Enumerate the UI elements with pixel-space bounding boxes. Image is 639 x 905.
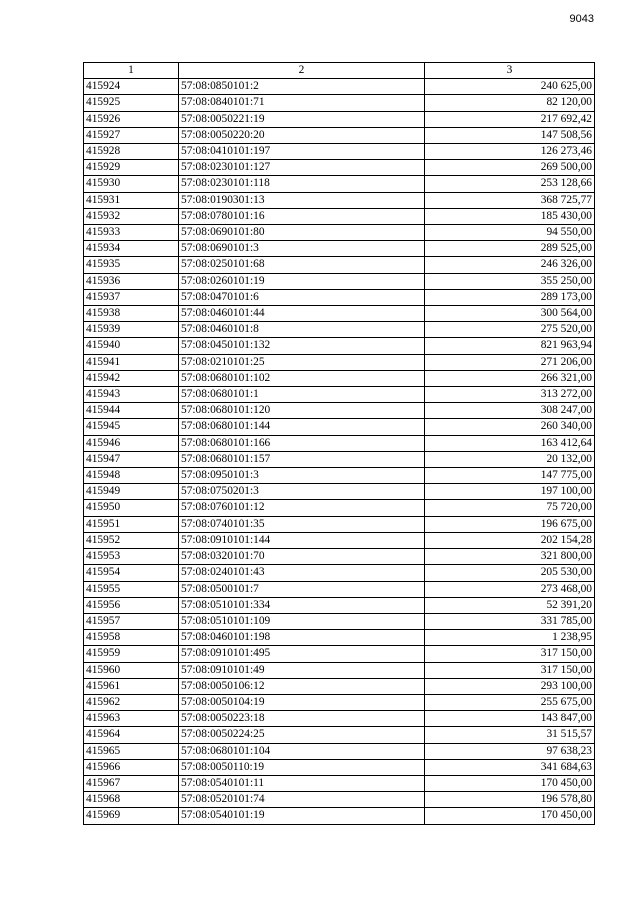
record-number-cell: 415927	[84, 127, 179, 143]
value-cell: 269 500,00	[425, 160, 595, 176]
cadastral-number-cell: 57:08:0320101:70	[179, 549, 425, 565]
cadastral-number-cell: 57:08:0050110:19	[179, 759, 425, 775]
cadastral-number-cell: 57:08:0850101:2	[179, 79, 425, 95]
column-header-1: 1	[84, 63, 179, 79]
record-number-cell: 415939	[84, 322, 179, 338]
record-number-cell: 415946	[84, 435, 179, 451]
value-cell: 289 173,00	[425, 289, 595, 305]
value-cell: 185 430,00	[425, 208, 595, 224]
table-row	[84, 808, 595, 824]
record-number-cell: 415947	[84, 451, 179, 467]
table-row	[84, 289, 595, 305]
table-row	[84, 338, 595, 354]
table-row	[84, 678, 595, 694]
table-row	[84, 792, 595, 808]
table-row	[84, 581, 595, 597]
record-number-cell: 415942	[84, 370, 179, 386]
table-row	[84, 565, 595, 581]
cadastral-number-cell: 57:08:0050223:18	[179, 711, 425, 727]
cadastral-number-cell: 57:08:0760101:12	[179, 500, 425, 516]
record-number-cell: 415968	[84, 792, 179, 808]
value-cell: 240 625,00	[425, 79, 595, 95]
cadastral-number-cell: 57:08:0680101:166	[179, 435, 425, 451]
record-number-cell: 415932	[84, 208, 179, 224]
cadastral-number-cell: 57:08:0510101:334	[179, 597, 425, 613]
value-cell: 170 450,00	[425, 808, 595, 824]
table-row	[84, 646, 595, 662]
cadastral-number-cell: 57:08:0910101:144	[179, 532, 425, 548]
value-cell: 163 412,64	[425, 435, 595, 451]
cadastral-number-cell: 57:08:0210101:25	[179, 354, 425, 370]
record-number-cell: 415938	[84, 306, 179, 322]
table-row	[84, 468, 595, 484]
value-cell: 321 800,00	[425, 549, 595, 565]
record-number-cell: 415954	[84, 565, 179, 581]
record-number-cell: 415943	[84, 387, 179, 403]
cadastral-number-cell: 57:08:0680101:102	[179, 370, 425, 386]
value-cell: 289 525,00	[425, 241, 595, 257]
record-number-cell: 415937	[84, 289, 179, 305]
cadastral-number-cell: 57:08:0680101:104	[179, 743, 425, 759]
cadastral-number-cell: 57:08:0500101:7	[179, 581, 425, 597]
cadastral-number-cell: 57:08:0680101:144	[179, 419, 425, 435]
value-cell: 20 132,00	[425, 451, 595, 467]
cadastral-number-cell: 57:08:0410101:197	[179, 144, 425, 160]
cadastral-number-cell: 57:08:0840101:71	[179, 95, 425, 111]
cadastral-number-cell: 57:08:0250101:68	[179, 257, 425, 273]
record-number-cell: 415967	[84, 775, 179, 791]
cadastral-number-cell: 57:08:0460101:198	[179, 630, 425, 646]
table-row	[84, 403, 595, 419]
table-row	[84, 484, 595, 500]
cadastral-number-cell: 57:08:0680101:120	[179, 403, 425, 419]
record-number-cell: 415944	[84, 403, 179, 419]
cadastral-number-cell: 57:08:0540101:19	[179, 808, 425, 824]
cadastral-number-cell: 57:08:0050106:12	[179, 678, 425, 694]
table-row	[84, 694, 595, 710]
table-row	[84, 775, 595, 791]
cadastral-number-cell: 57:08:0950101:3	[179, 468, 425, 484]
record-number-cell: 415957	[84, 613, 179, 629]
value-cell: 266 321,00	[425, 370, 595, 386]
cadastral-number-cell: 57:08:0050220:20	[179, 127, 425, 143]
record-number-cell: 415965	[84, 743, 179, 759]
value-cell: 308 247,00	[425, 403, 595, 419]
table-row	[84, 127, 595, 143]
value-cell: 197 100,00	[425, 484, 595, 500]
cadastral-number-cell: 57:08:0910101:495	[179, 646, 425, 662]
cadastral-number-cell: 57:08:0690101:80	[179, 225, 425, 241]
record-number-cell: 415963	[84, 711, 179, 727]
record-number-cell: 415925	[84, 95, 179, 111]
record-number-cell: 415929	[84, 160, 179, 176]
value-cell: 271 206,00	[425, 354, 595, 370]
value-cell: 196 675,00	[425, 516, 595, 532]
cadastral-number-cell: 57:08:0470101:6	[179, 289, 425, 305]
table-row	[84, 306, 595, 322]
cadastral-number-cell: 57:08:0750201:3	[179, 484, 425, 500]
record-number-cell: 415951	[84, 516, 179, 532]
value-cell: 253 128,66	[425, 176, 595, 192]
table-row	[84, 516, 595, 532]
value-cell: 300 564,00	[425, 306, 595, 322]
record-number-cell: 415960	[84, 662, 179, 678]
table-row	[84, 500, 595, 516]
record-number-cell: 415945	[84, 419, 179, 435]
table-row	[84, 435, 595, 451]
table-row	[84, 241, 595, 257]
value-cell: 202 154,28	[425, 532, 595, 548]
record-number-cell: 415941	[84, 354, 179, 370]
cadastral-number-cell: 57:08:0260101:19	[179, 273, 425, 289]
record-number-cell: 415935	[84, 257, 179, 273]
record-number-cell: 415953	[84, 549, 179, 565]
cadastral-number-cell: 57:08:0450101:132	[179, 338, 425, 354]
cadastral-number-cell: 57:08:0230101:127	[179, 160, 425, 176]
value-cell: 217 692,42	[425, 111, 595, 127]
table-row	[84, 711, 595, 727]
cadastral-number-cell: 57:08:0460101:8	[179, 322, 425, 338]
table-row	[84, 160, 595, 176]
value-cell: 1 238,95	[425, 630, 595, 646]
cadastral-number-cell: 57:08:0240101:43	[179, 565, 425, 581]
header-row	[84, 63, 595, 79]
table-row	[84, 759, 595, 775]
value-cell: 273 468,00	[425, 581, 595, 597]
cadastral-number-cell: 57:08:0510101:109	[179, 613, 425, 629]
value-cell: 82 120,00	[425, 95, 595, 111]
value-cell: 126 273,46	[425, 144, 595, 160]
value-cell: 331 785,00	[425, 613, 595, 629]
table-row	[84, 225, 595, 241]
column-header-2: 2	[179, 63, 425, 79]
record-number-cell: 415949	[84, 484, 179, 500]
value-cell: 821 963,94	[425, 338, 595, 354]
cadastral-number-cell: 57:08:0680101:1	[179, 387, 425, 403]
table-row	[84, 419, 595, 435]
value-cell: 293 100,00	[425, 678, 595, 694]
cadastral-number-cell: 57:08:0520101:74	[179, 792, 425, 808]
record-number-cell: 415956	[84, 597, 179, 613]
cadastral-number-cell: 57:08:0690101:3	[179, 241, 425, 257]
record-number-cell: 415928	[84, 144, 179, 160]
value-cell: 205 530,00	[425, 565, 595, 581]
record-number-cell: 415959	[84, 646, 179, 662]
record-number-cell: 415955	[84, 581, 179, 597]
cadastral-number-cell: 57:08:0680101:157	[179, 451, 425, 467]
cadastral-number-cell: 57:08:0460101:44	[179, 306, 425, 322]
table-row	[84, 451, 595, 467]
cadastral-number-cell: 57:08:0540101:11	[179, 775, 425, 791]
record-number-cell: 415962	[84, 694, 179, 710]
table-row	[84, 144, 595, 160]
table-row	[84, 111, 595, 127]
table-body	[84, 79, 595, 824]
table-row	[84, 727, 595, 743]
record-number-cell: 415936	[84, 273, 179, 289]
value-cell: 355 250,00	[425, 273, 595, 289]
table-header	[84, 63, 595, 79]
value-cell: 317 150,00	[425, 662, 595, 678]
table-row	[84, 176, 595, 192]
record-number-cell: 415933	[84, 225, 179, 241]
record-number-cell: 415931	[84, 192, 179, 208]
cadastral-number-cell: 57:08:0050224:25	[179, 727, 425, 743]
record-number-cell: 415964	[84, 727, 179, 743]
record-number-cell: 415934	[84, 241, 179, 257]
value-cell: 260 340,00	[425, 419, 595, 435]
value-cell: 313 272,00	[425, 387, 595, 403]
cadastral-number-cell: 57:08:0740101:35	[179, 516, 425, 532]
table-row	[84, 208, 595, 224]
value-cell: 341 684,63	[425, 759, 595, 775]
table-row	[84, 192, 595, 208]
record-number-cell: 415966	[84, 759, 179, 775]
table-row	[84, 549, 595, 565]
value-cell: 52 391,20	[425, 597, 595, 613]
value-cell: 255 675,00	[425, 694, 595, 710]
value-cell: 147 775,00	[425, 468, 595, 484]
value-cell: 143 847,00	[425, 711, 595, 727]
record-number-cell: 415940	[84, 338, 179, 354]
table-row	[84, 322, 595, 338]
table-row	[84, 597, 595, 613]
cadastral-number-cell: 57:08:0050104:19	[179, 694, 425, 710]
cadastral-number-cell: 57:08:0050221:19	[179, 111, 425, 127]
cadastral-number-cell: 57:08:0910101:49	[179, 662, 425, 678]
value-cell: 31 515,57	[425, 727, 595, 743]
record-number-cell: 415924	[84, 79, 179, 95]
cadastral-number-cell: 57:08:0230101:118	[179, 176, 425, 192]
table-row	[84, 354, 595, 370]
record-number-cell: 415926	[84, 111, 179, 127]
table-row	[84, 79, 595, 95]
cadastral-number-cell: 57:08:0190301:13	[179, 192, 425, 208]
record-number-cell: 415952	[84, 532, 179, 548]
table-row	[84, 630, 595, 646]
record-number-cell: 415969	[84, 808, 179, 824]
table-row	[84, 387, 595, 403]
table-row	[84, 257, 595, 273]
table-row	[84, 95, 595, 111]
value-cell: 368 725,77	[425, 192, 595, 208]
record-number-cell: 415958	[84, 630, 179, 646]
record-number-cell: 415961	[84, 678, 179, 694]
value-cell: 75 720,00	[425, 500, 595, 516]
value-cell: 94 550,00	[425, 225, 595, 241]
value-cell: 317 150,00	[425, 646, 595, 662]
table-row	[84, 743, 595, 759]
page-number: 9043	[569, 13, 594, 25]
registry-table	[83, 62, 595, 825]
table-row	[84, 370, 595, 386]
record-number-cell: 415950	[84, 500, 179, 516]
value-cell: 170 450,00	[425, 775, 595, 791]
cadastral-number-cell: 57:08:0780101:16	[179, 208, 425, 224]
table-row	[84, 532, 595, 548]
record-number-cell: 415930	[84, 176, 179, 192]
value-cell: 275 520,00	[425, 322, 595, 338]
value-cell: 147 508,56	[425, 127, 595, 143]
table-row	[84, 662, 595, 678]
column-header-3: 3	[425, 63, 595, 79]
value-cell: 196 578,80	[425, 792, 595, 808]
record-number-cell: 415948	[84, 468, 179, 484]
table-row	[84, 613, 595, 629]
table-row	[84, 273, 595, 289]
value-cell: 246 326,00	[425, 257, 595, 273]
value-cell: 97 638,23	[425, 743, 595, 759]
